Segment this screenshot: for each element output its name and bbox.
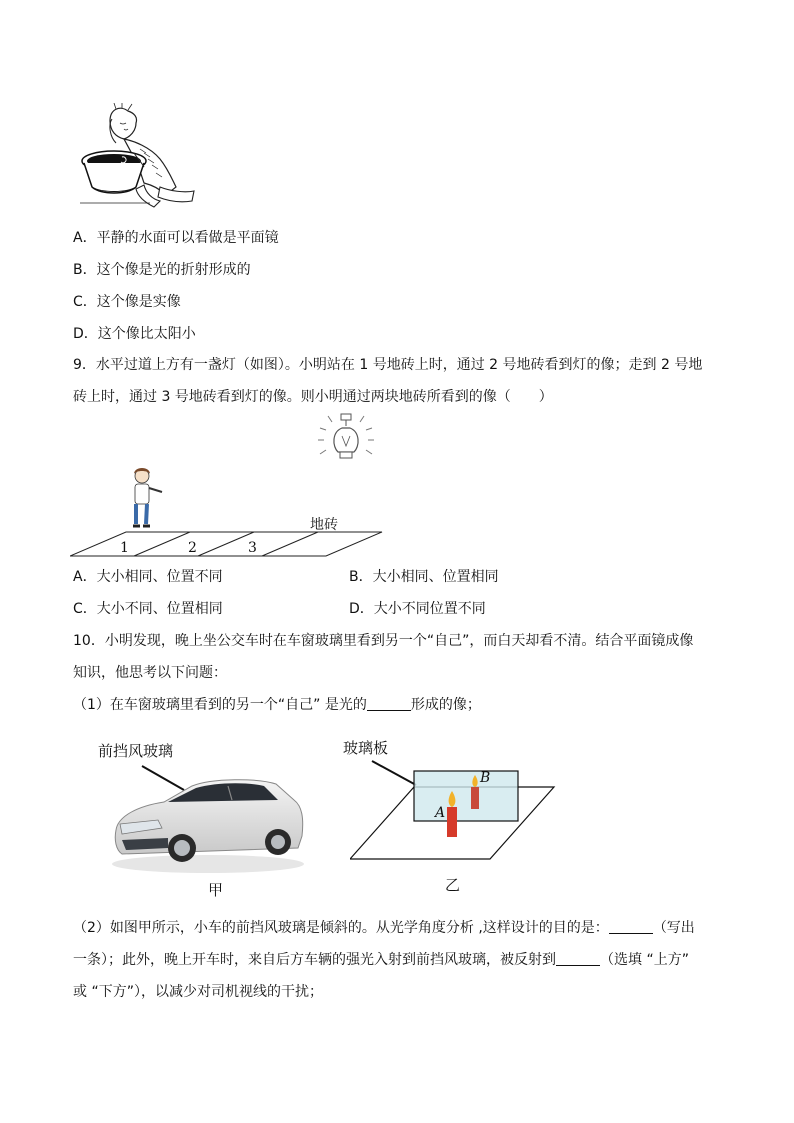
q8-option-b: B．这个像是光的折射形成的 bbox=[73, 262, 251, 278]
figure-yi-caption: 乙 bbox=[445, 876, 461, 894]
q8-option-a: A．平静的水面可以看做是平面镜 bbox=[73, 230, 279, 246]
tile-number-2: 2 bbox=[188, 540, 197, 556]
q10-part1-blank[interactable] bbox=[367, 696, 411, 711]
q10-part2-line2 bbox=[73, 950, 689, 970]
q10-part2-line1-before: （2）如图甲所示，小车的前挡风玻璃是倾斜的。从光学角度分析 ,这样设计的目的是： bbox=[73, 920, 609, 936]
q9-option-a: A．大小相同、位置不同 bbox=[73, 569, 223, 585]
car-figure bbox=[108, 760, 308, 875]
glass-plate-label: 玻璃板 bbox=[343, 739, 389, 757]
q10-stem-line1: 10．小明发现，晚上坐公交车时在车窗玻璃里看到另一个“自己”，而白天却看不清。结合平面镜成像 bbox=[73, 633, 694, 649]
q10-part2-blank2[interactable] bbox=[556, 951, 600, 966]
q8-option-d: D．这个像比太阳小 bbox=[73, 326, 196, 342]
q10-part2-line1 bbox=[73, 918, 695, 938]
q10-part2-line3: 或 “下方”），以减少对司机视线的干扰； bbox=[73, 984, 323, 1000]
q10-part2-line2-before: 一条）；此外，晚上开车时，来自后方车辆的强光入射到前挡风玻璃，被反射到 bbox=[73, 952, 556, 968]
q10-part2-blank1[interactable] bbox=[609, 919, 653, 934]
q9-option-c: C．大小不同、位置相同 bbox=[73, 601, 223, 617]
q9-option-b: B．大小相同、位置相同 bbox=[349, 569, 499, 585]
tile-number-3: 3 bbox=[248, 540, 257, 556]
q9-stem-line2: 砖上时，通过 3 号地砖看到灯的像。则小明通过两块地砖所看到的像（ ） bbox=[73, 389, 553, 405]
q9-figure bbox=[70, 412, 390, 560]
q10-part1 bbox=[73, 695, 481, 715]
q10-stem-line2: 知识，他思考以下问题： bbox=[73, 665, 227, 681]
q10-part2-line1-after: （写出 bbox=[652, 920, 695, 936]
q10-part1-after: 形成的像； bbox=[410, 697, 481, 713]
boy-figure bbox=[133, 468, 162, 526]
candle-b-label: B bbox=[480, 770, 491, 786]
q10-part2-line2-after: （选填 “上方” bbox=[600, 952, 689, 968]
glass-plate-figure bbox=[350, 755, 560, 865]
tile-number-1: 1 bbox=[120, 540, 129, 556]
q10-part1-before: （1）在车窗玻璃里看到的另一个“自己” 是光的 bbox=[73, 697, 367, 713]
q8-option-c: C．这个像是实像 bbox=[73, 294, 181, 310]
q9-option-d: D．大小不同位置不同 bbox=[349, 601, 486, 617]
candle-a-label: A bbox=[435, 805, 446, 821]
figure-jia-caption: 甲 bbox=[208, 881, 224, 899]
light-bulb-icon bbox=[318, 414, 374, 458]
floor-tile-label: 地砖 bbox=[310, 517, 338, 533]
q9-stem-line1: 9．水平过道上方有一盏灯（如图）。小明站在 1 号地砖上时，通过 2 号地砖看到灯的像；走到 2 号地 bbox=[73, 357, 703, 373]
windshield-label: 前挡风玻璃 bbox=[98, 742, 174, 760]
girl-basin-figure bbox=[80, 103, 198, 208]
